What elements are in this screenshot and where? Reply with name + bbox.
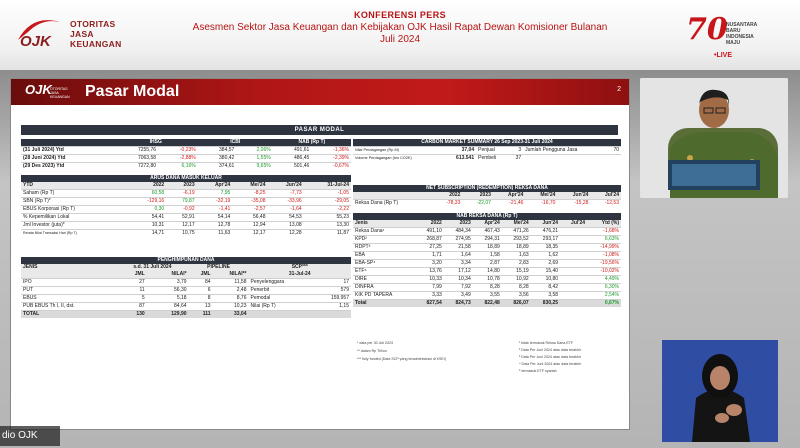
table-total-row: TOTAL 130 129,90 111 33,04 bbox=[21, 311, 351, 319]
table-row: EBA 1,71 1,64 1,58 1,63 1,62 -1,08% bbox=[355, 252, 619, 258]
svg-text:OJK: OJK bbox=[20, 33, 51, 50]
slide-header bbox=[11, 79, 629, 105]
table-row: Reksa Dana (Rp T) -78,33 -22,07 -21,46 -16,70 -15,28 -12,53 bbox=[355, 200, 619, 206]
presentation-slide bbox=[10, 78, 630, 430]
table-row: EBUS Korporasi (Rp T) 0,30 -0,92 -1,41 -2,57 -1,64 -2,22 bbox=[23, 206, 349, 212]
slide-page-number: 2 bbox=[617, 86, 621, 93]
carbon-market-table: CARBON MARKET SUMMARY 26 Sep 2023-31 Juli 2024 Nilai Perdagangan (Rp M) 37,04 Penjual 3 Jumlah Pengguna Jasa 70 Volume Perdagangan (ton CO2E) 613.541 Pembeli 37 bbox=[355, 139, 619, 161]
table-row: PUB EBUS Th I, II, dst. 87 84,64 13 10,23 Nilai (Rp T) 1,15 bbox=[23, 303, 349, 309]
slide-logo: OJK OTORITAS JASA KEUANGAN bbox=[25, 82, 70, 99]
table-row: SBN (Rp T)* -129,16 79,87 -32,19 -35,08 -33,96 -29,05 bbox=[23, 198, 349, 204]
interpreter-figure-icon bbox=[662, 340, 778, 442]
table-row: KIK PD TAPERA 3,33 3,49 3,55 3,56 3,58 2,54% bbox=[355, 292, 619, 298]
anniversary-number: 70 bbox=[686, 12, 728, 47]
anniversary-text: NUSANTARA BARU INDONESIA MAJU bbox=[726, 22, 758, 46]
section-title: PASAR MODAL bbox=[21, 125, 618, 135]
table-row: RDPT³ 27,25 21,58 18,89 18,89 18,35 -14,99% bbox=[355, 244, 619, 250]
footnotes-right: ¹ tidak termasuk Reksa Dana ETF ² Data Per Juni 2024 atau data terakhir ³ Data Per Juni 2024 atau data terakhir ⁴ Data Per Juni 2024 atau data terakhir ⁵ termasuk ETF syariah bbox=[519, 341, 582, 373]
table-row: Saham (Rp T) 60,58 -6,19 7,95 -8,25 -7,73 -1,05 bbox=[23, 190, 349, 196]
table-row: DIRE 10,33 10,34 10,78 10,92 10,80 4,49% bbox=[355, 276, 619, 282]
ojk-logo-icon bbox=[14, 12, 66, 52]
slide-title: Pasar Modal bbox=[85, 83, 180, 100]
table-row: DINFRA 7,99 7,92 8,28 8,28 8,42 6,30% bbox=[355, 284, 619, 290]
live-badge: •LIVE bbox=[714, 52, 733, 59]
table-row: Volume Perdagangan (ton CO2E) 613.541 Pembeli 37 bbox=[353, 155, 621, 163]
table-row: EBUS 5 5,18 8 8,76 Pemodal 159.957 bbox=[23, 295, 349, 301]
source-label: dio OJK bbox=[0, 426, 60, 446]
footnotes-left: * data per 30 Juli 2024 ** dalam Rp Triliun *** fully funded (Data SCP yang teradministrasi di KSEI) bbox=[357, 341, 447, 361]
press-title-top: KONFERENSI PERS bbox=[353, 10, 446, 20]
anniversary-logo bbox=[686, 14, 796, 66]
table-row: Nilai Perdagangan (Rp M) 37,04 Penjual 3 Jumlah Pengguna Jasa 70 bbox=[355, 147, 619, 153]
broadcast-header bbox=[0, 0, 800, 70]
table-row: (31 Juli 2024) Ytd 7255,76 -0,23% 384,57 2,06% 491,61 -1,36% bbox=[23, 147, 349, 153]
press-title-line2: Juli 2024 bbox=[379, 34, 421, 45]
table-total-row: Total 827,54 824,73 822,48 826,07 830,25 0,67% bbox=[355, 300, 619, 306]
table-row: ETF⁵ 13,76 17,12 14,80 15,19 15,40 -10,02% bbox=[355, 268, 619, 274]
table-row: (29 Des 2023) Ytd 7272,80 6,16% 374,61 9,65% 501,46 -0,67% bbox=[23, 163, 349, 169]
net-subscription-table: NET SUBSCRIPTION (REDEMPTION) REKSA DANA 2022 2023 Apr'24 Mei'24 Jun'24 Jul'24 Reksa Dana (Rp T) -78,33 -22,07 -21,46 -16,70 -15,28 -12,53 bbox=[355, 185, 619, 206]
table-row: Jml Investor (juta)* 10,31 12,17 12,78 12,94 13,08 13,30 bbox=[23, 222, 349, 228]
press-title-line1: Asesmen Sektor Jasa Keuangan dan Kebijakan OJK Hasil Rapat Dewan Komisioner Bulanan bbox=[192, 22, 608, 33]
table-row: Reksa Dana¹ 491,10 484,34 467,43 471,26 476,21 -1,68% bbox=[355, 228, 619, 234]
fundraising-table: PENGHIMPUNAN DANA JENIS s.d. 31 Juli 2024 PIPELINE SCP*** JML NILAI* JML NILAI** 31-Jul-24 IPO 27 3,79 84 11,58 Penyelenggara 17 PUT 11 56,30 6 2,48 Penerbit 579 EBUS 5 5,18 8 8,76 Pemodal 159.957 PUB EBUS Th I, II, dst. 87 84,64 13 10,23 Nilai (Rp T) 1,15 TOTAL 130 129,90 111 33,04 bbox=[23, 257, 349, 317]
table-row: IPO 27 3,79 84 11,58 Penyelenggara 17 bbox=[23, 279, 349, 285]
fund-flow-table: ARUS DANA MASUK KELUAR YTD 2022 2023 Apr'24 Mei'24 Jun'24 31-Jul-24 Saham (Rp T) 60,58 -6,19 7,95 -8,25 -7,73 -1,05 SBN (Rp T)* -129,16 79,87 -32,19 -35,08 -33,96 -29,05 EBUS Korporasi (Rp T) 0,30 -0,92 -1,41 -2,57 -1,64 -2,22 % Kepemilikan Lokal 54,41 52,91 54,14 56,48 54,53 55,23 Jml Investor (juta)* 10,31 12,17 12,78 12,94 13,08 13,30 Rerata Nilai Transaksi Hari (Rp T) 14,71 10,75 11,63 12,17 12,28 11,87 bbox=[23, 175, 349, 236]
table-row: EBA-SP⁴ 3,20 3,34 2,87 2,83 2,69 -19,56% bbox=[355, 260, 619, 266]
presenter-figure-icon bbox=[640, 78, 788, 198]
table-row: PUT 11 56,30 6 2,48 Penerbit 579 bbox=[23, 287, 349, 293]
index-table: IHSG ICBI NAB (Rp T) (31 Juli 2024) Ytd 7255,76 -0,23% 384,57 2,06% 491,61 -1,36% (28 Juni 2024) Ytd 7063,58 -2,88% 380,42 1,55% 486,45 -2,39% (29 Des 2023) Ytd 7272,80 6,16% 374,61 9,65% 501,46 -0,67% bbox=[23, 139, 349, 169]
table-row: KPD² 268,87 274,95 294,31 293,52 293,17 6,63% bbox=[355, 236, 619, 242]
press-title bbox=[160, 10, 640, 45]
table-row: % Kepemilikan Lokal 54,41 52,91 54,14 56,48 54,53 55,23 bbox=[23, 214, 349, 220]
sign-interpreter-video bbox=[662, 340, 778, 442]
ojk-wordmark: OTORITAS JASA KEUANGAN bbox=[70, 19, 122, 49]
table-row: Rerata Nilai Transaksi Hari (Rp T) 14,71 10,75 11,63 12,17 12,28 11,87 bbox=[23, 230, 349, 236]
table-row: (28 Juni 2024) Ytd 7063,58 -2,88% 380,42 1,55% 486,45 -2,39% bbox=[23, 155, 349, 161]
presenter-video bbox=[640, 78, 788, 198]
nab-table: NAB REKSA DANA (Rp T) Jenis 2022 2023 Apr'24 Mei'24 Jun'24 Jul'24 Ytd (%) Reksa Dana¹ 491,10 484,34 467,43 471,26 476,21 -1,68% KPD² 268,87 274,95 294,31 293,52 293,17 6,63% RDPT³ 27,25 21,58 18,89 18,89 18,35 -14,99% EBA 1,71 1,64 1,58 1,63 1,62 -1,08% EBA-SP⁴ 3,20 3,34 2,87 2,83 2,69 -19,56% ETF⁵ 13,76 17,12 14,80 15,19 15,40 -10,02% DIRE 10,33 10,34 10,78 10,92 10,80 4,49% DINFRA 7,99 7,92 8,28 8,28 8,42 6,30% KIK PD TAPERA 3,33 3,49 3,55 3,56 3,58 2,54% Total 827,54 824,73 822,48 826,07 830,25 0,67% bbox=[355, 213, 619, 306]
